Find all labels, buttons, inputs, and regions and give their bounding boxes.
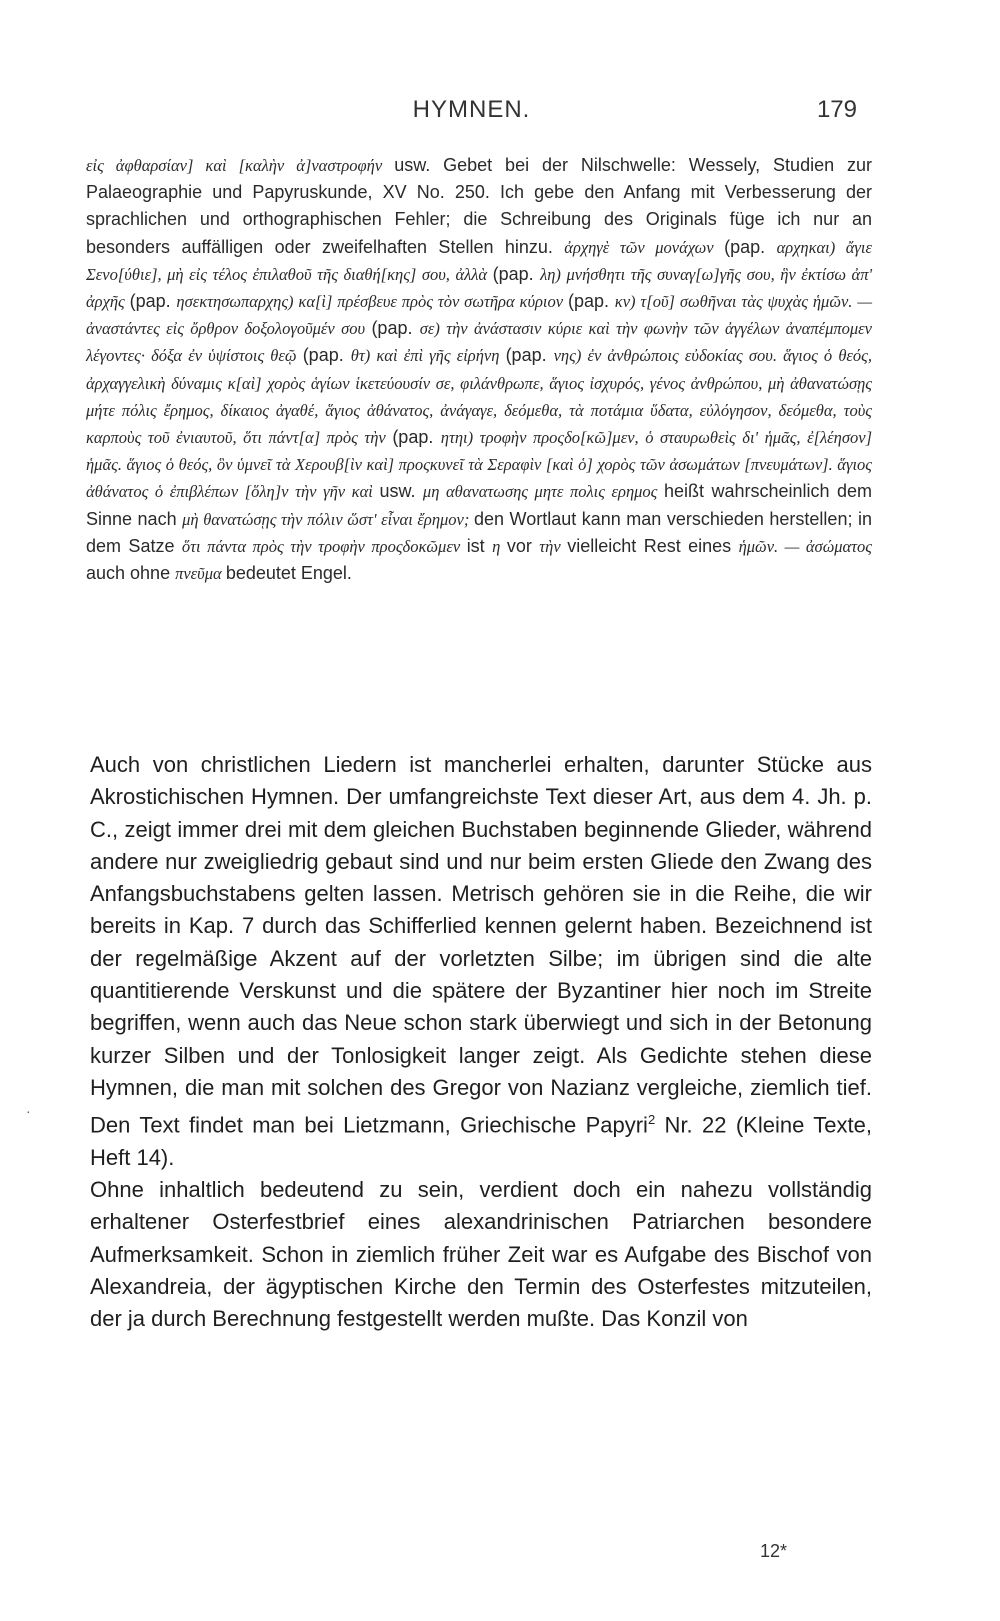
footnote-block (86, 152, 872, 587)
note-text: (pap. (302, 345, 351, 366)
note-text: bedeutet Engel. (225, 563, 352, 584)
note-text: ist (466, 535, 493, 556)
greek-text: ητηι) τροφὴν προςδο[κῶ]μεν, ὁ σταυρωθεὶς δι' ἡμᾶς, ἐ[λέησον] ἡμᾶς. ἅγιος ὁ θεός, ὃν ὑμνεῖ τὰ Χερουβ[ὶν καὶ] προςκυνεῖ τὰ Σεραφὶν [καὶ ὁ] χορὸς τῶν ἀσωμάτων [πνευμάτων]. ἅγιος ἀθάνατος ὁ ἐπιβλέπων [ὅλη]ν τὴν γῆν καὶ (86, 428, 872, 502)
note-text: heißt wahrscheinlich dem Sinne nach (86, 481, 872, 529)
greek-text: ησεκτησωπαρχης) κα[ὶ] πρέσβευε πρὸς τὸν σωτῆρα κύριον (176, 292, 568, 312)
greek-text: ὅτι πάντα πρὸς τὴν τροφὴν προςδοκῶμεν (181, 536, 467, 556)
greek-text: τὴν (539, 536, 568, 556)
main-text (90, 749, 872, 1336)
greek-text: εἰς ἀφθαρσίαν] καὶ [καλὴν ἀ]ναστροφήν (86, 156, 395, 175)
note-text: (pap. (724, 236, 777, 257)
note-text: (pap. (371, 318, 420, 339)
signature-mark: 12* (760, 1541, 788, 1561)
greek-text: σε) τὴν ἀνάστασιν κύριε καὶ τὴν φωνὴν τῶν ἀγγέλων ἀναπέμπομεν λέγοντες· δόξα ἐν ὑψίστοις θεῷ (86, 319, 873, 366)
running-header (86, 96, 857, 130)
note-text: (pap. (129, 291, 177, 312)
edition-superscript: 2 (647, 1112, 656, 1128)
note-text: usw. (379, 481, 423, 502)
margin-mark: · (26, 1106, 31, 1121)
body-paragraph-2: Ohne inhaltlich bedeutend zu sein, verdient doch ein nahezu vollständig erhaltener Osterfestbrief eines alexandrinischen Patriarchen besondere Aufmerksamkeit. Schon in ziemlich früher Zeit war es Aufgabe des Bischof von Alexandreia, der ägyptischen Kirche den Termin des Osterfestes mitzuteilen, der ja durch Berechnung festgestellt werden mußte. Das Konzil von (90, 1177, 872, 1332)
note-text: (pap. (392, 427, 441, 448)
footnote-paragraph (86, 152, 872, 587)
paragraph-1-text: Auch von christlichen Liedern ist mancherlei erhalten, darunter Stücke aus Akrostichischen Hymnen. Der umfangreichste Text dieser Art, aus dem 4. Jh. p. C., zeigt immer drei mit dem gleichen Buchstaben beginnende Glieder, während andere nur zweigliedrig gebaut sind und nur beim ersten Gliede den Zwang des Anfangsbuchstabens gelten lassen. Metrisch gehören sie in die Reihe, die wir bereits in Kap. 7 durch das Schifferlied kennen gelernt haben. Bezeichnend ist der regelmäßige Akzent auf der vorletzten Silbe; im übrigen sind die alte quantitierende Verskunst und die spätere der Byzantiner hier noch im Streite begriffen, wenn auch das Neue schon stark überwiegt und sich in der Betonung kurzer Silben und der Tonlosigkeit langer zeigt. Als Gedichte stehen diese Hymnen, die man mit solchen des Gregor von Nazianz vergleiche, ziemlich tief. Den Text findet man bei Lietzmann, Griechische Papyri (90, 752, 872, 1138)
greek-text: κν) τ[οῦ] σωθῆναι τὰς ψυχὰς ἡμῶν. — ἀναστάντες εἰς ὄρθρον δοξολογοῦμέν σου (86, 292, 872, 339)
greek-text: πνεῦμα (175, 564, 226, 584)
note-text: vielleicht Rest eines (567, 535, 739, 556)
greek-text: η (492, 536, 507, 556)
page-number: 179 (816, 96, 857, 123)
note-text: den Wortlaut kann man verschieden herstellen; in dem Satze (86, 508, 872, 556)
note-text: auch ohne (86, 563, 176, 584)
note-text: (pap. (492, 263, 541, 284)
greek-text: αρχηκαι) ἄγιε Σενο[ύθιε], μὴ εἰς τέλος ἐπιλαθοῦ τῆς διαθή[κης] σου, ἀλλὰ (86, 237, 873, 284)
note-text: usw. Gebet bei der Nilschwelle: Wessely, Studien zur Palaeographie und Papyruskunde, XV No. 250. Ich gebe den Anfang mit Verbesserung der sprachlichen und orthographischen Fehler; die Schreibung des Originals füge ich nur an besonders auffälligen oder zweifelhaften Stellen hinzu. (86, 155, 872, 257)
greek-text: μη αθανατωσης μητε πολις ερημος (422, 482, 664, 502)
greek-text: νης) ἐν ἀνθρώποις εὐδοκίας σου. ἅγιος ὁ θεός, ἀρχαγγελικὴ δύναμις κ[αὶ] χορὸς ἁγίων ἱκετεύουσίν σε, φιλάνθρωπε, ἅγιος ἰσχυρός, γένος ἀνθρώπου, μὴ ἀθανατώσῃς μήτε πόλις ἔρημος, δίκαιος ἀγαθέ, ἅγιος ἀθάνατος, ἀνάγαγε, δεόμεθα, τὰ ποτάμια ὕδατα, εὐλόγησον, δεόμεθα, τοὺς καρποὺς τοῦ ἐνιαυτοῦ, ὅτι πάντ[α] πρὸς τὴν (86, 346, 873, 448)
greek-text: μὴ θανατώσῃς τὴν πόλιν ὥστ' εἶναι ἔρημον; (182, 509, 475, 529)
paragraph-1-end: Nr. 22 (Kleine Texte, Heft 14). (90, 1112, 872, 1170)
greek-text: ἡμῶν. — ἀσώματος (738, 536, 873, 556)
greek-text: λη) μνήσθητι τῆς συναγ[ω]γῆς σου, ἣν ἐκτίσω ἀπ' ἀρχῆς (86, 264, 873, 312)
note-text: vor (506, 535, 540, 556)
greek-text: θτ) καὶ ἐπὶ γῆς εἰρήνη (350, 346, 506, 366)
body-paragraph-1 (90, 749, 872, 1174)
greek-text: ἀρχηγὲ τῶν μονάχων (564, 237, 725, 257)
running-title: HYMNEN. (412, 96, 531, 123)
note-text: (pap. (567, 291, 615, 312)
note-text: (pap. (505, 345, 554, 366)
